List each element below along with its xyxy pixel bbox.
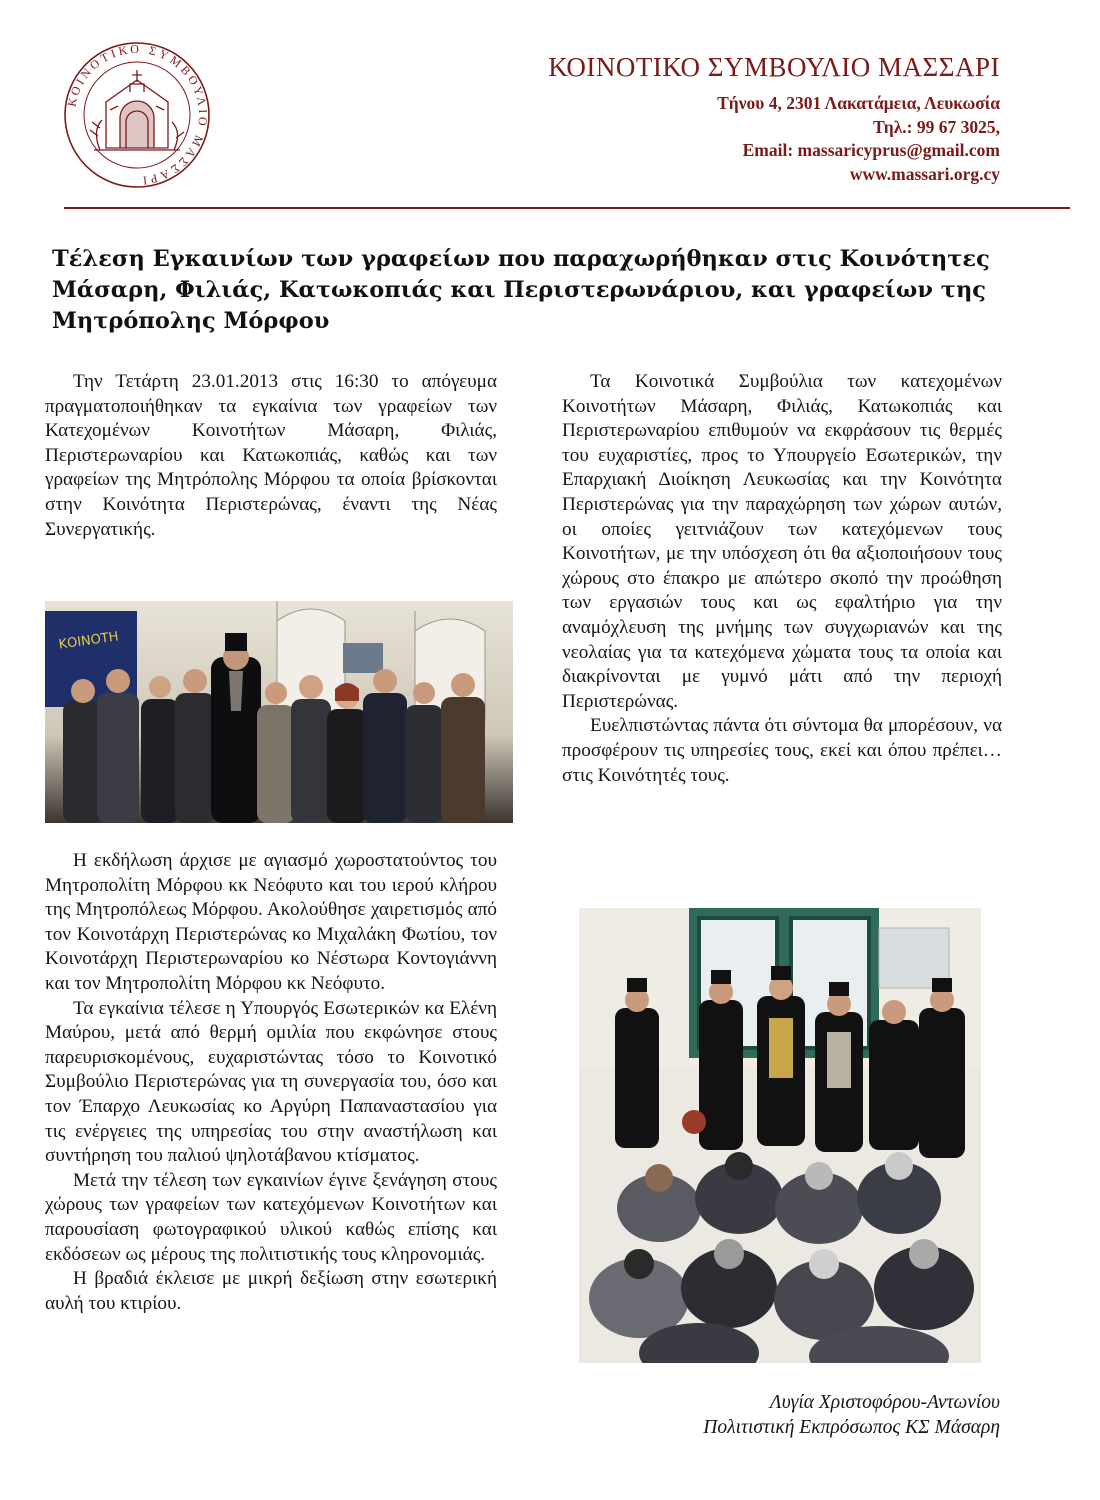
phone-line: Τηλ.: 99 67 3025, xyxy=(872,116,1000,137)
banner-text: ΚΟΙΝΟΤΗ xyxy=(57,629,120,653)
paragraph: Η εκδήλωση άρχισε με αγιασμό χωροστατούντος του Μητροπολίτη Μόρφου κκ Νεόφυτο και του ιερού κλήρου της Μητροπόλεως Μόρφου. Ακολούθησε χαιρετισμός από τον Κοινοτάρχη Περιστερώνας κο Μιχαλάκη Φωτίου, τον Κοινοτάρχη Περιστερωναρίου κο Νέστωρα Κοντογιάννη και τον Μητροπολίτη Μόρφου κκ Νεόφυτο. xyxy=(45,850,497,994)
contact-block xyxy=(717,92,1000,186)
group-photo xyxy=(45,601,513,823)
paragraph: Τα εγκαίνια τέλεσε η Υπουργός Εσωτερικών κα Ελένη Μαύρου, μετά από θερμή ομιλία που εκφώνησε στους παρευρισκομένους, ευχαριστώντας τόσο το Κοινοτικό Συμβούλιο Περιστερώνας για τη συνεργασία του, όσο και τον Έπαρχο Λευκωσίας κο Αργύρη Παπαναστασίου για τις ενέργειες της υπηρεσίας του στην αναστήλωση και συντήρηση του παλιού ψηλοτάβανου κτίσματος. xyxy=(45,997,497,1167)
organization-name: ΚΟΙΝΟΤΙΚΟ ΣΥΜΒΟΥΛΙΟ ΜΑΣΣΑΡΙ xyxy=(548,52,1000,82)
paragraph: Τα Κοινοτικά Συμβούλια των κατεχομένων Κοινοτήτων Μάσαρη, Φιλιάς, Κατωκοπιάς και Περιστερωναρίου επιθυμούν να εκφράσουν τις θερμές του ευχαριστίες, προς το Υπουργείο Εσωτερικών, την Επαρχιακή Διοίκηση Λευκωσίας και την Κοινότητα Περιστερώνας για την παραχώρηση των χώρων αυτών, οι οποίες γειτνιάζουν των κατεχόμενων τους Κοινοτήτων, με την υπόσχεση ότι θα αξιοποιήσουν τους χώρους στο έπακρο με απώτερο σκοπό την προώθηση των εργασιών τους και ως εφαλτήριο για την αναμόχλευση της μνήμης των συγχωριανών και της νεολαίας για τα κατεχόμενα χώματα τους τα οποία και διακρίνονται με γυμνό μάτι από την περιοχή Περιστερώνας. xyxy=(562,371,1002,712)
ceremony-photo xyxy=(579,908,981,1363)
paragraph: Η βραδιά έκλεισε με μικρή δεξίωση στην εσωτερική αυλή του κτιρίου. xyxy=(45,1268,497,1314)
author-role: Πολιτιστική Εκπρόσωπος ΚΣ Μάσαρη xyxy=(703,1417,1000,1438)
council-seal-logo xyxy=(62,40,212,190)
paragraph: Μετά την τέλεση των εγκαινίων έγινε ξενάγηση στους χώρους των γραφείων των κατεχόμενων Κοινοτήτων και παρουσίαση φωτογραφικού υλικού καθώς επίσης και εκδόσεων ως μέρους της πολιτιστικής τους κληρονομιάς. xyxy=(45,1169,497,1265)
left-column-top xyxy=(45,370,497,542)
header-divider xyxy=(64,207,1070,209)
left-column-bottom xyxy=(45,849,497,1316)
author-name: Λυγία Χριστοφόρου-Αντωνίου xyxy=(769,1392,1000,1413)
signature-block xyxy=(703,1390,1000,1440)
paragraph: Την Τετάρτη 23.01.2013 στις 16:30 το απόγευμα πραγματοποιήθηκαν τα εγκαίνια των γραφείων των Κατεχομένων Κοινοτήτων Μάσαρη, Φιλιάς, Περιστερωναρίου και Κατωκοπιάς, καθώς και των γραφείων της Μητρόπολης Μόρφου τα οποία βρίσκονται στην Κοινότητα Περιστερώνας, έναντι της Νέας Συνεργατικής. xyxy=(45,371,497,540)
article-title: Τέλεση Εγκαινίων των γραφείων που παραχωρήθηκαν στις Κοινότητες Μάσαρη, Φιλιάς, Κατωκοπιάς και Περιστερωνάριου, και γραφείων της Μητρόπολης Μόρφου xyxy=(52,246,990,334)
address-line: Τήνου 4, 2301 Λακατάμεια, Λευκωσία xyxy=(717,93,1000,113)
seal-text: ΚΟΙΝΟΤΙΚΟ ΣΥΜΒΟΥΛΙΟ ΜΑΣΣΑΡΙ xyxy=(64,41,211,189)
website-line[interactable]: www.massari.org.cy xyxy=(849,163,1000,184)
email-line[interactable]: Email: massaricyprus@gmail.com xyxy=(742,140,1000,160)
right-column xyxy=(562,370,1002,788)
paragraph: Ευελπιστώντας πάντα ότι σύντομα θα μπορέσουν, να προσφέρουν τις υπηρεσίες τους, εκεί και όπου πρέπει… στις Κοινότητές τους. xyxy=(562,715,1002,786)
